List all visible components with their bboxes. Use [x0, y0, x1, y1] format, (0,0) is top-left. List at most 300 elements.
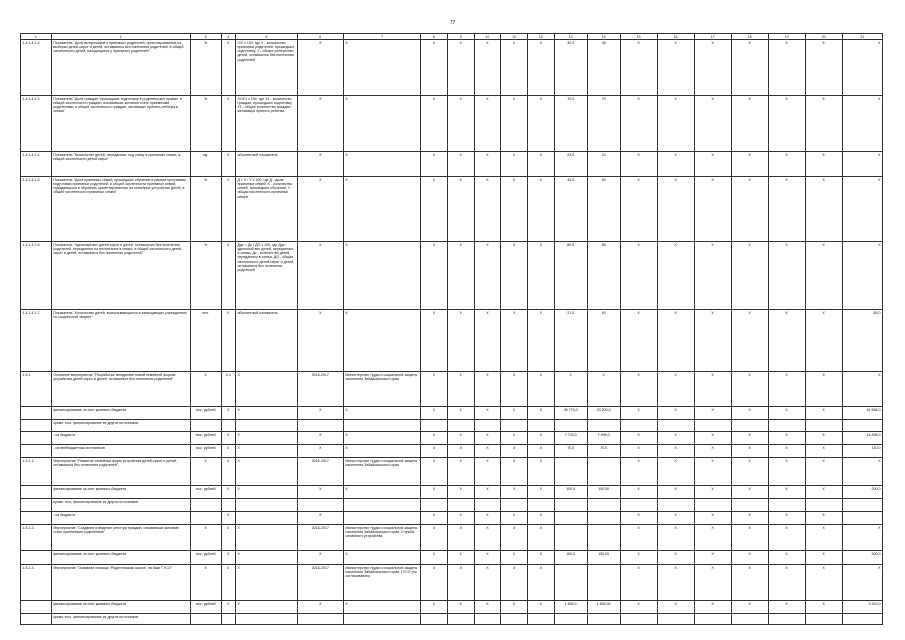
table-cell: Х	[694, 445, 731, 458]
table-cell: 200,0	[842, 486, 882, 499]
table-cell: Х	[297, 40, 343, 96]
row-name-cell: финансирование за счет краевого бюджета	[51, 551, 190, 565]
table-cell: Х	[731, 372, 768, 407]
table-cell: Х	[768, 525, 805, 551]
table-cell	[297, 420, 343, 432]
table-cell: тыс. рублей	[190, 445, 221, 458]
table-cell: Министерство труда и социальной защиты населения Забайкальского края	[343, 458, 420, 486]
table-cell: Х	[221, 432, 235, 445]
table-cell: Х	[528, 96, 555, 152]
table-cell: Х	[620, 445, 657, 458]
table-cell: Х	[657, 601, 694, 614]
table-cell: Х	[190, 525, 221, 551]
table-cell: Х	[297, 310, 343, 372]
table-cell	[447, 420, 474, 432]
table-cell: Х	[805, 486, 842, 499]
table-cell: Х	[474, 512, 501, 525]
table-cell: Х	[768, 372, 805, 407]
table-cell: Х	[768, 40, 805, 96]
header-cell: 5	[235, 34, 297, 40]
table-cell: Х	[731, 551, 768, 565]
table-cell: Х	[620, 372, 657, 407]
table-cell: Х	[731, 242, 768, 310]
table-cell: Х	[528, 512, 555, 525]
row-code-cell: 1.4.1.4.1.7	[21, 310, 52, 372]
table-cell: Х	[768, 458, 805, 486]
table-cell	[587, 420, 620, 432]
table-cell: Х	[343, 407, 420, 420]
table-cell: 7 733,0	[554, 432, 587, 445]
table-cell	[842, 499, 882, 512]
table-cell: Х	[805, 551, 842, 565]
table-cell: Х	[221, 310, 235, 372]
table-cell: Х	[501, 310, 528, 372]
table-cell: 23,0	[554, 152, 587, 177]
table-cell: Х	[221, 565, 235, 601]
table-cell	[235, 420, 297, 432]
row-name-cell: Показатель "Доля граждан, прошедших подготовку в родительских правах, в общей численности граждан, изъявивших желание стать приемными родителями, в общей численности граждан, желающих принять ребенка в семью"	[51, 96, 190, 152]
table-cell: Х	[528, 310, 555, 372]
table-cell: тыс. рублей	[190, 432, 221, 445]
table-cell	[474, 499, 501, 512]
table-cell: 1 655,0	[554, 601, 587, 614]
table-cell: 2016-2017	[297, 565, 343, 601]
table-cell: Х	[221, 486, 235, 499]
table-cell: Х	[297, 152, 343, 177]
table-body	[21, 34, 883, 625]
table-cell	[528, 420, 555, 432]
table-cell	[587, 565, 620, 601]
table-cell: Х	[474, 40, 501, 96]
table-cell	[554, 458, 587, 486]
table-cell	[587, 512, 620, 525]
table-cell: Х	[805, 458, 842, 486]
table-cell	[587, 499, 620, 512]
table-cell: Х	[343, 310, 420, 372]
table-cell	[190, 512, 221, 525]
table-cell: 85,0	[842, 310, 882, 372]
table-cell: Х	[297, 407, 343, 420]
table-cell: Х	[842, 458, 882, 486]
table-cell: Х	[221, 458, 235, 486]
table-cell: абсолютный показатель	[235, 310, 297, 372]
table-cell: Х	[474, 445, 501, 458]
table-cell: Х	[731, 445, 768, 458]
row-name-cell: кроме того, финансирование из других источников	[51, 614, 190, 625]
table-cell: Х	[474, 177, 501, 242]
table-cell: Х	[221, 177, 235, 242]
table-cell: Х	[694, 486, 731, 499]
table-cell: Х	[528, 565, 555, 601]
table-cell: Х	[501, 486, 528, 499]
table-cell: Х	[447, 242, 474, 310]
table-cell: Х	[190, 565, 221, 601]
table-cell: Х	[501, 152, 528, 177]
table-cell: Х	[620, 407, 657, 420]
row-name-cell: финансирование за счет краевого бюджета	[51, 601, 190, 614]
table-cell: Х	[842, 372, 882, 407]
table-cell: Х	[221, 551, 235, 565]
table-cell: Х	[731, 565, 768, 601]
row-code-cell: 1.4.1.4.1.3	[21, 96, 52, 152]
row-code-cell	[21, 486, 52, 499]
table-row	[21, 310, 883, 372]
table-cell: %	[190, 242, 221, 310]
table-cell: Х	[235, 551, 297, 565]
table-cell: 0,4	[221, 372, 235, 407]
table-cell	[447, 499, 474, 512]
header-cell: 1	[21, 34, 52, 40]
table-cell: Х	[528, 432, 555, 445]
table-cell: Х	[805, 40, 842, 96]
row-code-cell	[21, 432, 52, 445]
table-cell: 100,00	[587, 486, 620, 499]
table-cell: Х	[421, 152, 448, 177]
table-cell	[421, 614, 448, 625]
table-cell: Х	[620, 525, 657, 551]
table-cell: Х	[731, 310, 768, 372]
table-row	[21, 525, 883, 551]
table-cell	[190, 499, 221, 512]
table-cell: Х	[731, 96, 768, 152]
table-cell: Х	[421, 242, 448, 310]
table-cell: Х	[343, 486, 420, 499]
table-cell: Х	[694, 512, 731, 525]
table-cell: Х	[447, 512, 474, 525]
table-cell: Х	[447, 40, 474, 96]
table-cell: Х	[447, 551, 474, 565]
table-cell: Х	[731, 40, 768, 96]
table-cell: Х	[501, 525, 528, 551]
table-cell	[731, 499, 768, 512]
table-cell	[620, 420, 657, 432]
table-cell: Х	[190, 372, 221, 407]
table-cell: Х	[343, 432, 420, 445]
table-row	[21, 601, 883, 614]
table-cell: Х	[528, 445, 555, 458]
table-cell: 26 770,0	[554, 407, 587, 420]
table-cell: Д = Х / У х 100, где Д - доля приемных семей, Х - количество семей, прошедших обучение, У - общая численность приемных семей	[235, 177, 297, 242]
row-code-cell	[21, 407, 52, 420]
table-cell	[421, 499, 448, 512]
table-cell: Х	[501, 372, 528, 407]
table-cell: Х	[694, 432, 731, 445]
table-cell: Х	[421, 486, 448, 499]
row-name-cell: Мероприятие "Оказание помощи "Родительская школа" на базе ГУСО"	[51, 565, 190, 601]
table-cell: Х	[657, 512, 694, 525]
table-cell: Х	[805, 407, 842, 420]
table-cell: Х	[842, 525, 882, 551]
table-cell	[620, 499, 657, 512]
table-cell: Х	[694, 310, 731, 372]
table-cell: Х	[421, 565, 448, 601]
row-code-cell: 1.4.1.4.1.6	[21, 242, 52, 310]
table-cell: Х	[528, 551, 555, 565]
table-cell: Х	[620, 152, 657, 177]
table-cell: Х	[235, 372, 297, 407]
table-cell: Х	[235, 565, 297, 601]
table-cell: 40	[587, 310, 620, 372]
table-cell: Х	[768, 601, 805, 614]
table-cell: тыс. рублей	[190, 551, 221, 565]
table-cell: 21,0	[554, 310, 587, 372]
table-cell: Министерство труда и социальной защиты населения Забайкальского края, ГУСО (по согласованию)	[343, 565, 420, 601]
table-cell: Х	[447, 525, 474, 551]
table-cell: Х	[587, 372, 620, 407]
table-cell	[842, 512, 882, 525]
row-code-cell	[21, 614, 52, 625]
row-name-cell: Мероприятие "Развитие семейных форм устройства детей-сирот и детей, оставшихся без попечения родителей"	[51, 458, 190, 486]
table-cell: Х	[620, 458, 657, 486]
table-cell	[190, 614, 221, 625]
table-cell: Х	[842, 565, 882, 601]
table-cell: Х	[474, 372, 501, 407]
table-cell: Х	[343, 96, 420, 152]
table-cell	[805, 614, 842, 625]
row-code-cell	[21, 499, 52, 512]
table-cell: Х	[694, 372, 731, 407]
table-cell: Министерство труда и социальной защиты населения Забайкальского края, Служба семейного устройства	[343, 525, 420, 551]
row-code-cell	[21, 551, 52, 565]
table-cell: Х	[528, 372, 555, 407]
table-cell: Х	[421, 512, 448, 525]
table-cell	[842, 420, 882, 432]
table-cell: тыс. рублей	[190, 486, 221, 499]
table-cell: Х	[768, 565, 805, 601]
row-name-cell: Показатель "Удельный вес детей-сирот и детей, оставшихся без попечения родителей, переданных на воспитание в семьи, в общей численности детей-сирот и детей, оставшихся без попечения родителей"	[51, 242, 190, 310]
table-cell: Министерство труда и социальной защиты населения Забайкальского края	[343, 372, 420, 407]
table-cell	[694, 614, 731, 625]
table-cell: 44 568,0	[842, 407, 882, 420]
header-cell: 11	[501, 34, 528, 40]
header-cell: 14	[587, 34, 620, 40]
table-row	[21, 152, 883, 177]
table-cell: Х	[421, 525, 448, 551]
table-cell: Х	[501, 601, 528, 614]
table-cell: Х	[474, 525, 501, 551]
table-cell	[528, 614, 555, 625]
table-cell: Х	[620, 512, 657, 525]
table-cell: Х	[694, 565, 731, 601]
table-row	[21, 512, 883, 525]
table-cell	[842, 614, 882, 625]
table-cell: Х	[501, 40, 528, 96]
table-row	[21, 499, 883, 512]
table-cell: Х	[221, 152, 235, 177]
table-cell: Х	[731, 486, 768, 499]
table-cell: Х	[694, 407, 731, 420]
table-cell: Х	[657, 177, 694, 242]
table-cell: Х/У х 100, где Х - количество приемных родителей, прошедших подготовку, У - общее количество детей, оставшихся без попечения родителей	[235, 40, 297, 96]
table-cell	[235, 614, 297, 625]
table-cell: Х	[447, 445, 474, 458]
row-code-cell: 1.4.1.4.1.5	[21, 177, 52, 242]
row-name-cell: - из бюджета	[51, 432, 190, 445]
table-cell: Х	[447, 152, 474, 177]
table-cell: Ддс = Дс / ДО х 100, где Ддс - удельный вес детей, переданных в семьи, Дс - количество детей, переданных в семьи, ДО - общая численность детей-сирот и детей, оставшихся без попечения родителей	[235, 242, 297, 310]
table-cell: 300,0	[842, 551, 882, 565]
table-cell: Х	[657, 486, 694, 499]
table-cell: Х	[235, 525, 297, 551]
table-cell: Х	[221, 407, 235, 420]
table-cell: тыс. рублей	[190, 601, 221, 614]
table-cell: 23 200,0	[587, 407, 620, 420]
table-cell: Х	[694, 458, 731, 486]
table-cell: Х	[297, 432, 343, 445]
table-cell: Х	[694, 525, 731, 551]
table-cell	[768, 420, 805, 432]
table-cell: Х	[343, 152, 420, 177]
table-cell	[587, 525, 620, 551]
table-cell	[235, 499, 297, 512]
table-cell	[235, 512, 297, 525]
table-row	[21, 458, 883, 486]
table-cell: Х	[805, 310, 842, 372]
row-name-cell: - из бюджета	[51, 512, 190, 525]
table-cell	[474, 614, 501, 625]
table-cell: Х	[221, 40, 235, 96]
row-name-cell: Основное мероприятие "Разработка, внедрение новой семейной формы устройства детей-сирот и детей, оставшихся без попечения родителей"	[51, 372, 190, 407]
table-cell: Х	[343, 40, 420, 96]
table-cell: Х	[768, 177, 805, 242]
table-cell	[731, 420, 768, 432]
row-name-cell: финансирование за счет краевого бюджета	[51, 407, 190, 420]
row-code-cell	[21, 420, 52, 432]
table-cell: 2016-2017	[297, 458, 343, 486]
table-row	[21, 407, 883, 420]
table-cell: 100,0	[554, 486, 587, 499]
table-cell: 1 655,00	[587, 601, 620, 614]
table-cell	[501, 420, 528, 432]
table-cell: Х	[768, 407, 805, 420]
table-cell: Х	[501, 551, 528, 565]
header-cell: 21	[842, 34, 882, 40]
table-cell: Х	[694, 152, 731, 177]
table-cell	[528, 499, 555, 512]
table-cell: Х	[805, 601, 842, 614]
table-cell: Х	[657, 458, 694, 486]
table-cell: Х	[731, 525, 768, 551]
table-cell	[694, 499, 731, 512]
table-cell: Х	[805, 152, 842, 177]
table-cell: Х	[657, 96, 694, 152]
header-cell: 10	[474, 34, 501, 40]
table-cell	[768, 499, 805, 512]
table-cell	[587, 614, 620, 625]
row-name-cell: Мероприятие "Создание и ведение реестра граждан, изъявивших желание стать приемными родителями"	[51, 525, 190, 551]
table-cell: Х	[694, 177, 731, 242]
table-cell: Х	[657, 432, 694, 445]
table-cell: 80,0	[554, 242, 587, 310]
row-code-cell	[21, 512, 52, 525]
table-row	[21, 372, 883, 407]
table-cell: Х	[731, 458, 768, 486]
table-cell: Х	[421, 458, 448, 486]
page-number: 77	[449, 20, 456, 26]
table-row	[21, 242, 883, 310]
table-cell	[221, 499, 235, 512]
table-cell: Х	[235, 601, 297, 614]
table-cell: Х	[474, 152, 501, 177]
table-cell: Х	[447, 601, 474, 614]
table-cell	[768, 614, 805, 625]
header-cell: 20	[805, 34, 842, 40]
table-cell	[554, 565, 587, 601]
table-cell	[221, 420, 235, 432]
table-cell: Х	[657, 525, 694, 551]
table-cell: Х	[235, 432, 297, 445]
table-cell: Х	[297, 486, 343, 499]
table-row	[21, 40, 883, 96]
table-cell: 150,00	[587, 551, 620, 565]
table-cell: Х	[297, 177, 343, 242]
table-cell: Х	[297, 96, 343, 152]
table-cell: Х	[343, 551, 420, 565]
table-cell	[805, 420, 842, 432]
row-code-cell	[21, 445, 52, 458]
table-cell: Х	[768, 310, 805, 372]
header-cell: 17	[694, 34, 731, 40]
table-cell: Х	[421, 177, 448, 242]
header-cell: 18	[731, 34, 768, 40]
header-cell: 19	[768, 34, 805, 40]
table-cell: Х	[554, 372, 587, 407]
table-cell: 70,0	[587, 445, 620, 458]
table-cell: Х	[768, 242, 805, 310]
table-cell: 150,0	[554, 551, 587, 565]
table-row	[21, 551, 883, 565]
table-cell: Х	[620, 565, 657, 601]
table-cell: Х	[343, 177, 420, 242]
table-cell: Х	[501, 565, 528, 601]
row-name-cell: Показатель "Доля приемных семей, прошедших обучение в рамках программы подготовки приемных родителей, в общей численности приемных семей, нуждающихся в обучении, ориентированных на семейное устройство детей, в общей численности приемных семей"	[51, 177, 190, 242]
header-cell: 3	[190, 34, 221, 40]
row-code-cell: 1.5.1.2.	[21, 525, 52, 551]
table-cell: Х	[447, 458, 474, 486]
table-cell: Х	[421, 40, 448, 96]
table-cell: Х	[474, 458, 501, 486]
table-cell: 30,0	[554, 40, 587, 96]
table-cell: Х	[620, 96, 657, 152]
row-name-cell: Показатель "Количество детей, воспитывающихся в замещающих учреждениях по социальной защите"	[51, 310, 190, 372]
table-cell: Х	[805, 565, 842, 601]
row-code-cell	[21, 601, 52, 614]
table-cell: Х	[657, 40, 694, 96]
header-cell: 8	[421, 34, 448, 40]
table-cell: Х	[221, 601, 235, 614]
table-cell: Х	[620, 551, 657, 565]
table-cell: Х	[731, 407, 768, 420]
header-cell: 12	[528, 34, 555, 40]
table-cell: Х	[842, 242, 882, 310]
table-cell: 7 495,0	[587, 432, 620, 445]
table-cell	[221, 614, 235, 625]
table-cell: Х	[421, 372, 448, 407]
table-cell: Х	[447, 407, 474, 420]
table-cell	[343, 614, 420, 625]
table-cell: Х	[501, 96, 528, 152]
table-cell: Х	[620, 310, 657, 372]
table-cell: Х	[768, 486, 805, 499]
header-cell: 4	[221, 34, 235, 40]
table-cell	[501, 499, 528, 512]
table-cell: Х	[842, 152, 882, 177]
table-cell: Х	[474, 565, 501, 601]
row-code-cell: 1.5.1.1.	[21, 458, 52, 486]
table-cell: Х	[528, 458, 555, 486]
table-cell: Х	[447, 96, 474, 152]
table-cell: Х	[235, 486, 297, 499]
